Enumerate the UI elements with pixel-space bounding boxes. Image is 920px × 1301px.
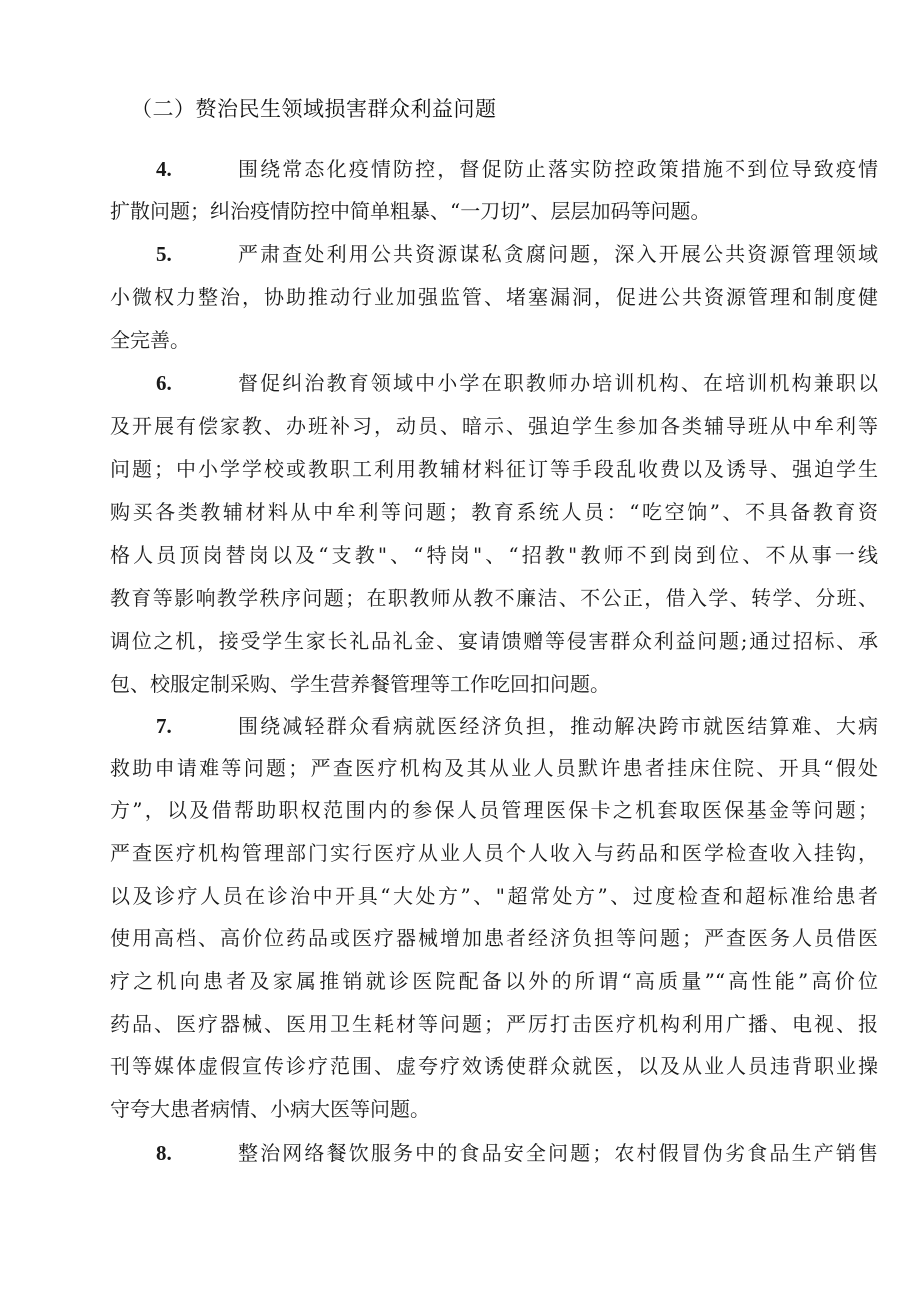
item-number: 5.: [156, 242, 172, 266]
text-line: 教育等影响教学秩序问题；在职教师从教不廉洁、不公正，借入学、转学、分班、: [110, 586, 878, 610]
text-line: 扩散问题；纠治疫情防控中简单粗暴、“一刀切”、层层加码等问题。: [110, 199, 711, 223]
text-line: 严肃查处利用公共资源谋私贪腐问题，深入开展公共资源管理领域: [238, 242, 878, 266]
text-line: 刊等媒体虚假宣传诊疗范围、虚夸疗效诱使群众就医，以及从业人员违背职业操: [110, 1054, 878, 1078]
text-line: 严查医疗机构管理部门实行医疗从业人员个人收入与药品和医学检查收入挂钩，: [110, 841, 878, 865]
text-line: 包、校服定制采购、学生营养餐管理等工作吃回扣问题。: [110, 672, 610, 696]
text-line: 使用高档、高价位药品或医疗器械增加患者经济负担等问题；严查医务人员借医: [110, 926, 878, 950]
item-number: 6.: [156, 371, 172, 395]
text-line: 救助申请难等问题；严查医疗机构及其从业人员默许患者挂床住院、开具“假处: [110, 756, 878, 780]
text-line: 方”，以及借帮助职权范围内的参保人员管理医保卡之机套取医保基金等问题；: [110, 798, 878, 822]
text-line: 药品、医疗器械、医用卫生耗材等问题；严厉打击医疗机构利用广播、电视、报: [110, 1012, 878, 1036]
text-line: 及开展有偿家教、办班补习，动员、暗示、强迫学生参加各类辅导班从中牟利等: [110, 414, 878, 438]
text-line: 全完善。: [110, 328, 190, 352]
text-line: 以及诊疗人员在诊治中开具“大处方”、"超常处方”、过度检查和超标准给患者: [110, 884, 878, 908]
item-number: 4.: [156, 157, 172, 181]
text-line: 调位之机，接受学生家长礼品礼金、宴请馈赠等侵害群众利益问题;通过招标、承: [110, 629, 878, 653]
item-number: 8.: [156, 1141, 172, 1165]
text-line: 围绕常态化疫情防控，督促防止落实防控政策措施不到位导致疫情: [238, 157, 878, 181]
text-line: 整治网络餐饮服务中的食品安全问题；农村假冒伪劣食品生产销售: [238, 1141, 878, 1165]
text-line: 疗之机向患者及家属推销就诊医院配备以外的所谓“高质量”“高性能”高价位: [110, 969, 878, 993]
text-line: 格人员顶岗替岗以及“支教"、“特岗"、“招教"教师不到岗到位、不从事一线: [110, 543, 878, 567]
text-line: 问题；中小学学校或教职工利用教辅材料征订等手段乱收费以及诱导、强迫学生: [110, 457, 878, 481]
item-number: 7.: [156, 714, 172, 738]
text-line: 守夸大患者病情、小病大医等问题。: [110, 1097, 430, 1121]
text-line: 督促纠治教育领域中小学在职教师办培训机构、在培训机构兼职以: [238, 371, 878, 395]
text-line: 购买各类教辅材料从中牟利等问题；教育系统人员：“吃空饷”、不具备教育资: [110, 500, 878, 524]
section-heading: （二）赘治民生领域损害群众利益问题: [131, 97, 497, 121]
text-line: 小微权力整治，协助推动行业加强监管、堵塞漏洞，促进公共资源管理和制度健: [110, 285, 878, 309]
text-line: 围绕减轻群众看病就医经济负担，推动解决跨市就医结算难、大病: [238, 714, 878, 738]
